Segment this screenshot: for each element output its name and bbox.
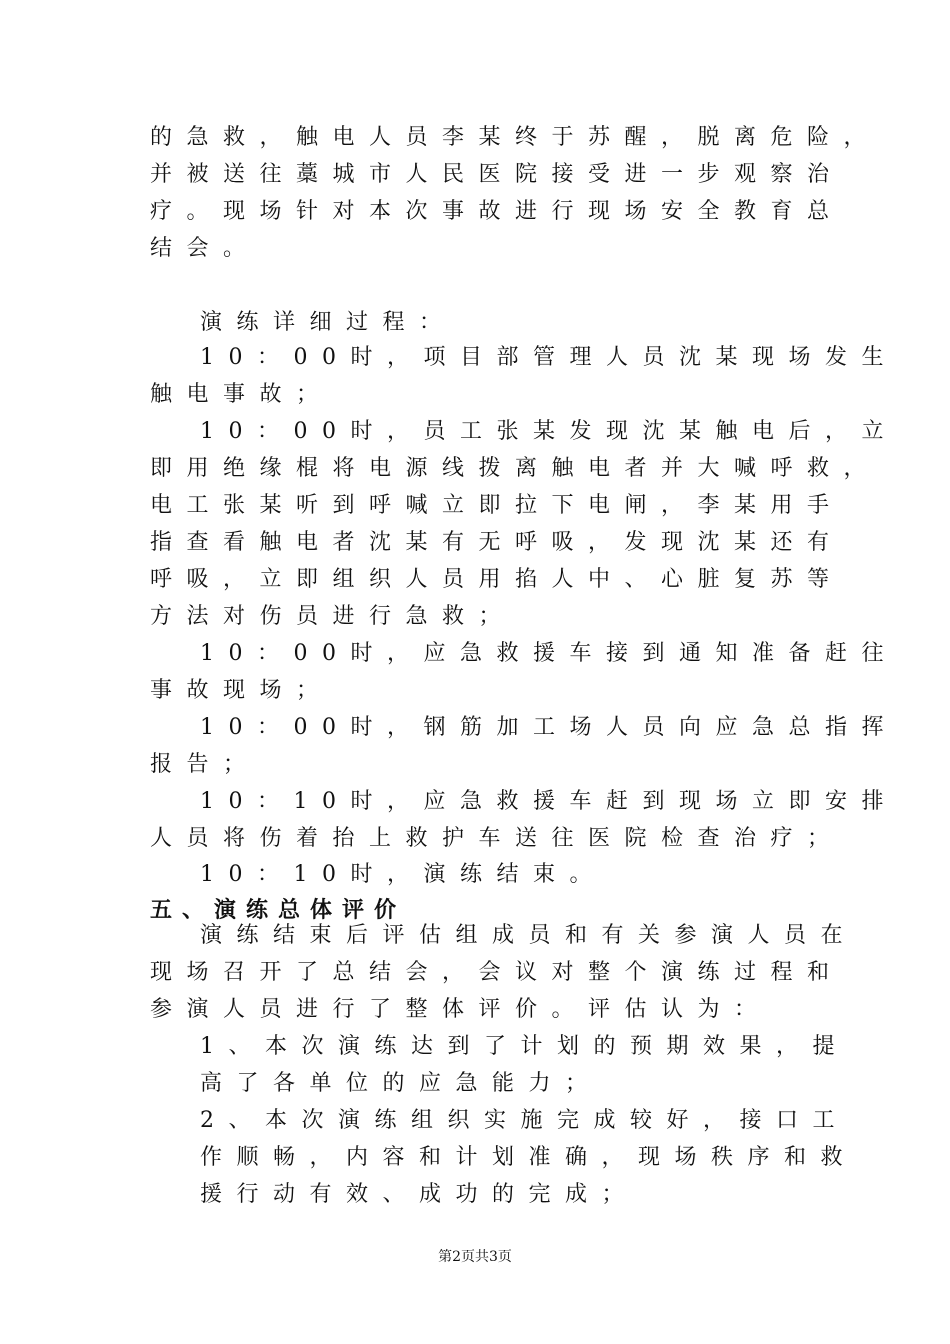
body-line: 报告； [150,752,260,777]
body-line: 结会。 [150,236,260,261]
timeline-entry: 10：00时，员工张某发现沈某触电后，立 [200,419,898,444]
timeline-entry: 10：10时，应急救援车赶到现场立即安排 [200,789,898,814]
list-item: 2、本次演练组织实施完成较好，接口工 [200,1108,849,1133]
body-line: 的急救，触电人员李某终于苏醒，脱离危险， [150,125,881,150]
body-line: 演练结束后评估组成员和有关参演人员在 [200,923,858,948]
timeline-entry: 10：00时，应急救援车接到通知准备赶往 [200,641,898,666]
list-item: 1、本次演练达到了计划的预期效果，提 [200,1034,849,1059]
list-item-continuation: 援行动有效、成功的完成； [200,1182,639,1207]
timeline-entry: 10：00时，钢筋加工场人员向应急总指挥 [200,715,898,740]
list-item-continuation: 作顺畅，内容和计划准确，现场秩序和救 [200,1145,858,1170]
body-line: 电工张某听到呼喊立即拉下电闸，李某用手 [150,493,844,518]
section-label: 演练详细过程： [200,310,456,335]
body-line: 呼吸，立即组织人员用掐人中、心脏复苏等 [150,567,844,592]
body-line: 即用绝缘棍将电源线拨离触电者并大喊呼救， [150,456,881,481]
timeline-entry: 10：00时，项目部管理人员沈某现场发生 [200,345,898,370]
timeline-entry: 10：10时，演练结束。 [200,862,606,887]
body-line: 触电事故； [150,382,333,407]
body-line: 疗。现场针对本次事故进行现场安全教育总 [150,199,844,224]
page-footer: 第2页共3页 [438,1249,512,1265]
list-item-continuation: 高了各单位的应急能力； [200,1071,602,1096]
body-line: 现场召开了总结会，会议对整个演练过程和 [150,960,844,985]
body-line: 方法对伤员进行急救； [150,604,516,629]
body-line: 并被送往藁城市人民医院接受进一步观察治 [150,162,844,187]
body-line: 事故现场； [150,678,333,703]
section-heading: 五、演练总体评价 [150,898,407,923]
body-line: 指查看触电者沈某有无呼吸，发现沈某还有 [150,530,844,555]
body-line: 人员将伤着抬上救护车送往医院检查治疗； [150,826,844,851]
body-line: 参演人员进行了整体评价。评估认为： [150,997,771,1022]
